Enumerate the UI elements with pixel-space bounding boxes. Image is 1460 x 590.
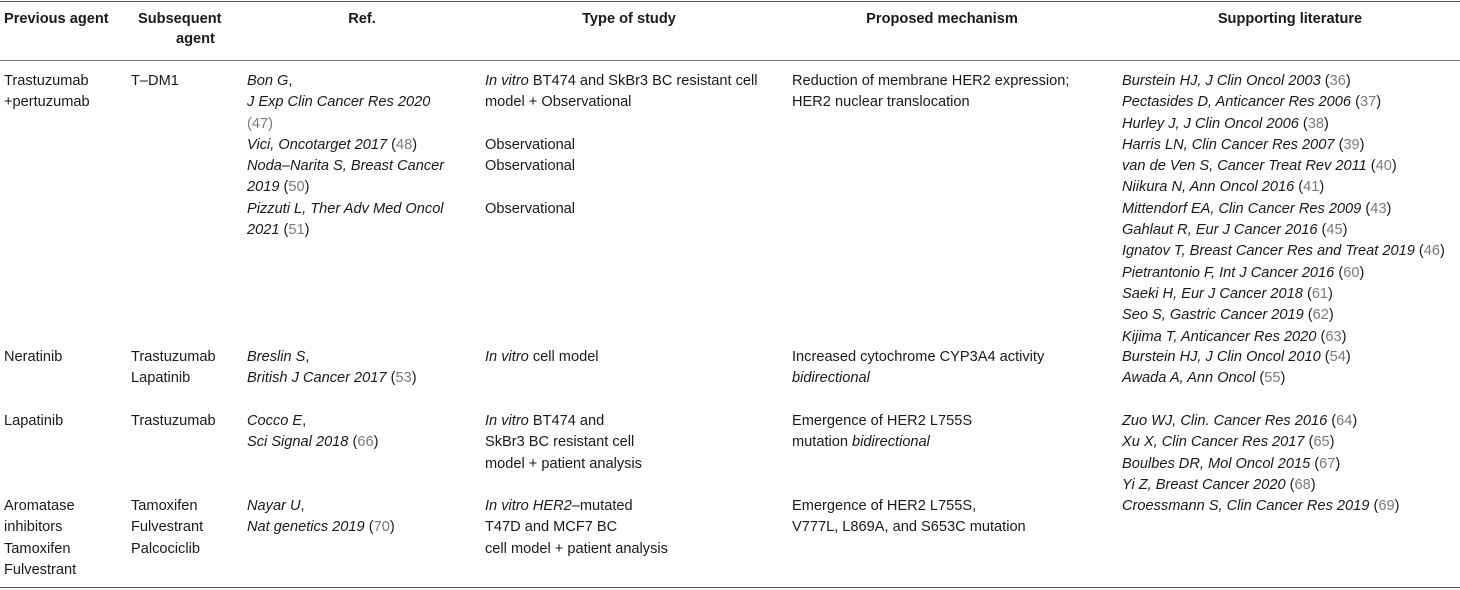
text-run: ,: [305, 349, 310, 365]
text-run: ): [1319, 179, 1325, 196]
cell-line: [1122, 347, 1351, 368]
text-run: Pizzuti L, Ther Adv Med Oncol: [247, 200, 444, 217]
ref-number: 37: [1359, 94, 1377, 111]
text-run: Emergence of HER2 L755S,: [792, 498, 977, 514]
cell-subsequent-agent: [131, 347, 216, 390]
cell-line: [247, 92, 444, 113]
header-subsequent-agent-line2: agent: [176, 31, 215, 47]
text-run: Kijima T, Anticancer Res 2020: [1122, 328, 1317, 345]
cell-line: [1122, 368, 1351, 389]
cell-line: [485, 177, 758, 198]
cell-line: Trastuzumab: [131, 349, 216, 365]
text-run: Increased cytochrome CYP3A4 activity: [792, 349, 1045, 365]
text-run: Saeki H, Eur J Cancer 2018: [1122, 285, 1303, 302]
cell-supporting-literature: [1122, 347, 1351, 390]
cell-line: [1122, 263, 1445, 284]
cell-line: Palcociclib: [131, 540, 200, 557]
cell-line: Neratinib: [4, 349, 63, 365]
cell-supporting-literature: [1122, 496, 1399, 517]
cell-line: [792, 347, 1044, 368]
text-run: ,: [300, 498, 305, 514]
ref-number: ): [268, 115, 273, 132]
cell-line: [1122, 199, 1445, 220]
cell-line: [485, 156, 758, 177]
cell-line: [792, 411, 972, 432]
cell-line: [485, 432, 642, 453]
cell-line: [1122, 177, 1445, 198]
text-run: ): [1352, 413, 1358, 429]
text-run: ): [1359, 136, 1365, 153]
cell-supporting-literature: [1122, 71, 1445, 348]
text-run: (: [1304, 434, 1314, 451]
cell-line: [485, 539, 668, 560]
text-run: ): [1440, 243, 1445, 260]
cell-line: [792, 368, 1044, 389]
cell-type-of-study: [485, 496, 668, 560]
cell-line: Tamoxifen: [131, 498, 198, 514]
table-top-rule: [0, 1, 1460, 2]
cell-previous-agent: [4, 496, 76, 581]
header-subsequent-agent-line1: Subsequent: [138, 11, 222, 27]
ref-number: 38: [1307, 115, 1324, 132]
cell-previous-agent: [4, 71, 90, 114]
text-run: (: [1294, 179, 1304, 196]
text-run: ): [389, 519, 395, 536]
text-run: Burstein HJ, J Clin Oncol 2003: [1122, 73, 1321, 89]
text-run: ): [304, 222, 310, 239]
header-rule: [0, 60, 1460, 61]
text-run: model + Observational: [485, 94, 632, 111]
cell-subsequent-agent: [131, 496, 203, 560]
text-run: Nat genetics 2019: [247, 519, 365, 536]
text-run: ): [1280, 370, 1286, 387]
text-run: Observational: [485, 200, 576, 217]
text-run: Observational: [485, 158, 576, 175]
text-run: (: [387, 136, 397, 153]
text-run: ): [1386, 200, 1392, 217]
cell-type-of-study: [485, 411, 642, 475]
text-run: Seo S, Gastric Cancer 2019: [1122, 307, 1304, 324]
ref-number: 69: [1378, 498, 1395, 514]
cell-line: [247, 517, 395, 538]
text-run: ): [1328, 307, 1334, 324]
text-run: cell model + patient analysis: [485, 540, 668, 557]
cell-line: Trastuzumab: [4, 73, 89, 89]
text-run: ): [1345, 73, 1351, 89]
text-run: (: [1317, 222, 1327, 239]
cell-line: [1122, 496, 1399, 517]
cell-proposed-mechanism: [792, 496, 1026, 539]
cell-subsequent-agent: [131, 411, 216, 432]
header-proposed-mechanism: Proposed mechanism: [866, 11, 1018, 27]
cell-line: [1122, 454, 1357, 475]
ref-number: 46: [1423, 243, 1441, 260]
text-run: Burstein HJ, J Clin Oncol 2010: [1122, 349, 1321, 365]
text-run: (: [1414, 243, 1424, 260]
text-run: van de Ven S, Cancer Treat Rev 2011: [1122, 158, 1367, 175]
cell-line: [247, 347, 417, 368]
cell-line: Fulvestrant: [4, 561, 77, 578]
ref-number: 62: [1312, 307, 1329, 324]
cell-line: [247, 199, 444, 220]
text-run: bidirectional: [792, 370, 870, 387]
text-run: ): [1329, 434, 1335, 451]
text-run: Mittendorf EA, Clin Cancer Res 2009: [1122, 200, 1362, 217]
table-bottom-rule: [0, 587, 1460, 588]
text-run: In vitro HER2: [485, 498, 572, 514]
text-run: (: [364, 519, 374, 536]
cell-line: [1122, 135, 1445, 156]
text-run: ): [304, 179, 310, 196]
cell-subsequent-agent: [131, 71, 179, 92]
text-run: HER2 nuclear translocation: [792, 94, 970, 111]
text-run: cell model: [528, 349, 599, 365]
cell-line: [485, 347, 599, 368]
text-run: ,: [302, 413, 307, 429]
cell-line: Lapatinib: [4, 413, 64, 429]
text-run: (: [1327, 413, 1337, 429]
cell-line: [1122, 71, 1445, 92]
text-run: (: [1285, 476, 1295, 493]
cell-line: [485, 454, 642, 475]
cell-line: Trastuzumab: [131, 413, 216, 429]
text-run: (: [1361, 200, 1371, 217]
cell-line: [1122, 305, 1445, 326]
cell-line: [485, 199, 758, 220]
cell-previous-agent: [4, 347, 62, 368]
text-run: Cocco E: [247, 413, 303, 429]
text-run: ): [1323, 115, 1329, 132]
cell-line: [247, 156, 444, 177]
header-previous-agent: Previous agent: [4, 11, 109, 27]
text-run: –mutated: [571, 498, 633, 514]
text-run: ): [411, 370, 417, 387]
cell-line: [485, 135, 758, 156]
header-type-of-study: Type of study: [582, 11, 676, 27]
text-run: Gahlaut R, Eur J Cancer 2016: [1122, 222, 1318, 239]
text-run: Sci Signal 2018: [247, 434, 349, 451]
text-run: ): [1310, 476, 1316, 493]
cell-line: [1122, 114, 1445, 135]
cell-line: [1122, 411, 1357, 432]
cell-line: [792, 496, 1026, 517]
text-run: Reduction of membrane HER2 expression;: [792, 73, 1070, 89]
ref-number: 66: [357, 434, 374, 451]
text-run: Pietrantonio F, Int J Cancer 2016: [1122, 264, 1335, 281]
cell-line: [1122, 241, 1445, 262]
text-run: British J Cancer 2017: [247, 370, 387, 387]
cell-line: [485, 411, 642, 432]
text-run: (: [348, 434, 358, 451]
text-run: (: [1298, 115, 1308, 132]
header-subsequent-agent: [138, 9, 248, 49]
cell-ref: [247, 71, 444, 241]
text-run: (: [1316, 328, 1326, 345]
text-run: Breslin S: [247, 349, 306, 365]
cell-line: [1122, 156, 1445, 177]
ref-number: 41: [1303, 179, 1320, 196]
cell-proposed-mechanism: [792, 71, 1069, 114]
cell-line: [792, 517, 1026, 538]
text-run: 2019: [247, 179, 280, 196]
text-run: In vitro: [485, 349, 529, 365]
text-run: T47D and MCF7 BC: [485, 519, 618, 536]
text-run: In vitro: [485, 413, 529, 429]
ref-number: 67: [1319, 455, 1336, 472]
text-run: ): [1342, 222, 1348, 239]
text-run: Niikura N, Ann Oncol 2016: [1122, 179, 1295, 196]
cell-line: [485, 92, 758, 113]
text-run: Observational: [485, 136, 576, 153]
text-run: (: [386, 370, 396, 387]
cell-line: [247, 135, 444, 156]
cell-line: Fulvestrant: [131, 519, 204, 536]
text-run: Emergence of HER2 L755S: [792, 413, 973, 429]
cell-type-of-study: [485, 347, 599, 368]
text-run: (: [279, 222, 289, 239]
text-run: ): [1335, 455, 1341, 472]
text-run: (: [1334, 264, 1344, 281]
ref-number: 55: [1264, 370, 1281, 387]
text-run: ): [1391, 158, 1397, 175]
cell-ref: [247, 347, 417, 390]
text-run: ,: [288, 73, 293, 89]
cell-line: [1122, 92, 1445, 113]
ref-number: 54: [1329, 349, 1346, 365]
ref-number: 65: [1313, 434, 1330, 451]
header-supporting-literature: Supporting literature: [1217, 11, 1363, 27]
cell-line: [792, 432, 972, 453]
cell-proposed-mechanism: [792, 411, 972, 454]
text-run: (: [279, 179, 289, 196]
text-run: (: [1369, 498, 1379, 514]
text-run: Pectasides D, Anticancer Res 2006: [1122, 94, 1352, 111]
cell-proposed-mechanism: [792, 347, 1044, 390]
cell-line: Lapatinib: [131, 370, 191, 387]
cell-line: [247, 411, 378, 432]
cell-line: [247, 177, 444, 198]
text-run: Ignatov T, Breast Cancer Res and Treat 2019: [1122, 243, 1415, 260]
ref-number: 68: [1294, 476, 1311, 493]
text-run: BT474 and: [528, 413, 605, 429]
cell-line: [247, 496, 395, 517]
ref-number: 48: [396, 136, 413, 153]
cell-line: [247, 432, 378, 453]
text-run: (: [1320, 349, 1330, 365]
text-run: (: [1366, 158, 1376, 175]
cell-line: [485, 517, 668, 538]
text-run: (: [1334, 136, 1344, 153]
cell-line: Tamoxifen: [4, 540, 71, 557]
text-run: BT474 and SkBr3 BC resistant cell: [528, 73, 758, 89]
text-run: ): [1394, 498, 1400, 514]
text-run: 2021: [247, 222, 280, 239]
cell-line: [485, 114, 758, 135]
ref-number: 64: [1336, 413, 1353, 429]
text-run: (: [1255, 370, 1265, 387]
cell-line: +pertuzumab: [4, 94, 90, 111]
text-run: ): [1345, 349, 1351, 365]
cell-line: Aromatase: [4, 498, 75, 514]
cell-line: [247, 220, 444, 241]
cell-supporting-literature: [1122, 411, 1357, 496]
cell-line: T–DM1: [131, 73, 179, 89]
ref-number: 70: [373, 519, 390, 536]
ref-number: 60: [1343, 264, 1360, 281]
text-run: bidirectional: [852, 434, 930, 451]
cell-line: [247, 368, 417, 389]
cell-line: [247, 114, 444, 135]
text-run: (: [1310, 455, 1320, 472]
text-run: Noda–Narita S, Breast Cancer: [247, 158, 445, 175]
ref-number: 40: [1375, 158, 1392, 175]
text-run: Zuo WJ, Clin. Cancer Res 2016: [1122, 413, 1328, 429]
text-run: (: [1351, 94, 1360, 111]
text-run: Awada A, Ann Oncol: [1122, 370, 1256, 387]
text-run: J Exp Clin Cancer Res 2020: [247, 94, 431, 111]
cell-type-of-study: [485, 71, 758, 220]
text-run: ): [1359, 264, 1365, 281]
cell-ref: [247, 411, 378, 454]
cell-line: [1122, 327, 1445, 348]
text-run: Xu X, Clin Cancer Res 2017: [1122, 434, 1305, 451]
ref-number: 61: [1311, 285, 1329, 302]
text-run: Hurley J, J Clin Oncol 2006: [1122, 115, 1299, 132]
cell-ref: [247, 496, 395, 539]
cell-line: [247, 71, 444, 92]
ref-number: 51: [288, 222, 305, 239]
ref-number: 50: [288, 179, 305, 196]
text-run: (: [1320, 73, 1330, 89]
text-run: Boulbes DR, Mol Oncol 2015: [1122, 455, 1311, 472]
text-run: model + patient analysis: [485, 455, 642, 472]
ref-number: 45: [1326, 222, 1343, 239]
text-run: ): [373, 434, 379, 451]
text-run: Yi Z, Breast Cancer 2020: [1122, 476, 1286, 493]
text-run: mutation: [792, 434, 853, 451]
text-run: V777L, L869A, and S653C mutation: [792, 519, 1026, 536]
text-run: (: [1302, 285, 1312, 302]
header-ref: Ref.: [348, 11, 376, 27]
text-run: ): [412, 136, 418, 153]
cell-line: [792, 71, 1069, 92]
text-run: Bon G: [247, 73, 289, 89]
ref-number: 36: [1329, 73, 1346, 89]
cell-line: [485, 71, 758, 92]
cell-previous-agent: [4, 411, 63, 432]
text-run: In vitro: [485, 73, 529, 89]
text-run: ): [1341, 328, 1347, 345]
text-run: Harris LN, Clin Cancer Res 2007: [1122, 136, 1335, 153]
ref-number: 43: [1370, 200, 1387, 217]
cell-line: [792, 92, 1069, 113]
cell-line: [1122, 432, 1357, 453]
ref-number: (: [247, 115, 252, 132]
text-run: Nayar U: [247, 498, 301, 514]
text-run: SkBr3 BC resistant cell: [485, 434, 635, 451]
text-run: Vici, Oncotarget 2017: [247, 136, 388, 153]
cell-line: inhibitors: [4, 519, 63, 536]
cell-line: [1122, 220, 1445, 241]
ref-number: 39: [1343, 136, 1360, 153]
ref-number: 63: [1325, 328, 1342, 345]
cell-line: [485, 496, 668, 517]
text-run: (: [1303, 307, 1313, 324]
cell-line: [1122, 475, 1357, 496]
ref-number: 53: [395, 370, 412, 387]
text-run: Croessmann S, Clin Cancer Res 2019: [1122, 498, 1370, 514]
ref-number: 47: [251, 115, 269, 132]
text-run: ): [1376, 94, 1382, 111]
cell-line: [1122, 284, 1445, 305]
text-run: ): [1328, 285, 1333, 302]
